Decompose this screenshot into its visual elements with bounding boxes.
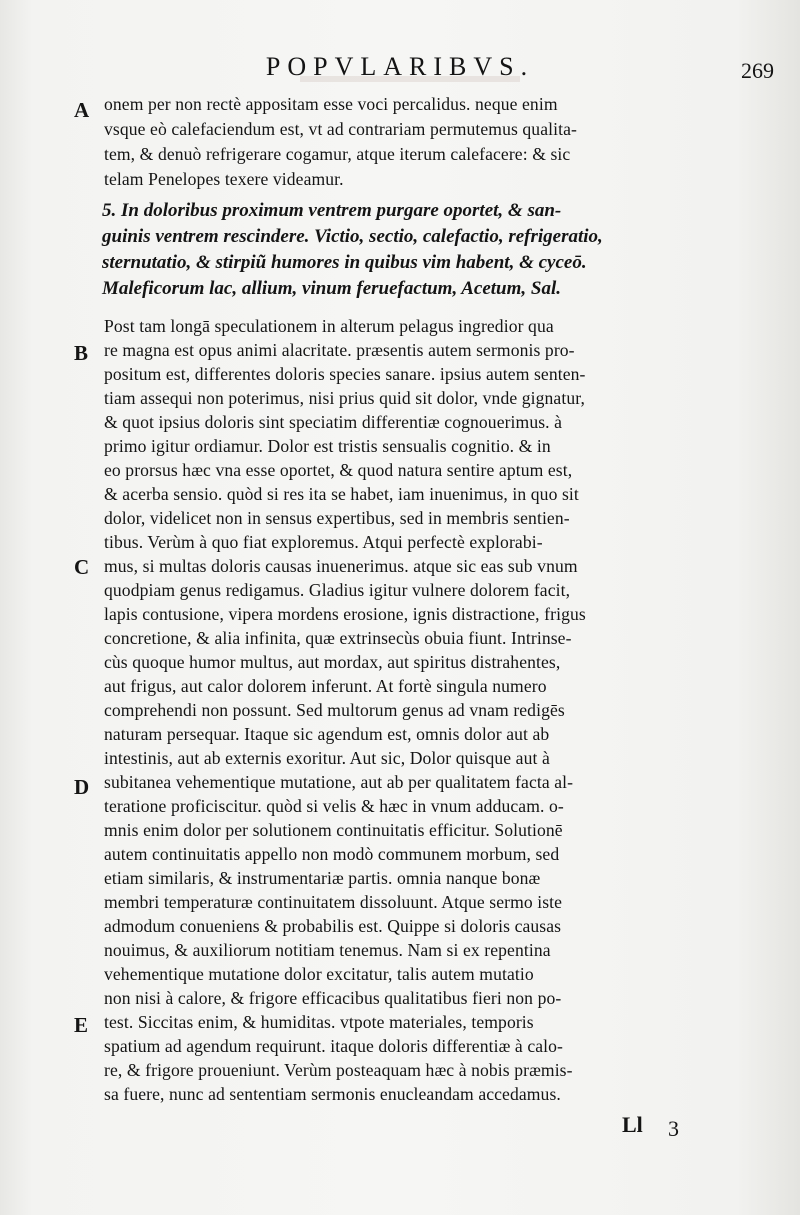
margin-marker-e: E	[74, 1013, 89, 1037]
text-line: & quot ipsius doloris sint speciatim differentiæ cognouerimus. à	[104, 412, 563, 432]
text-line: & acerba sensio. quòd si res ita se habet, iam inuenimus, in quo sit	[104, 484, 579, 504]
text-line: mnis enim dolor per solutionem continuitatis efficitur. Solutionē	[104, 820, 563, 840]
text-line: onem per non rectè appositam esse voci percalidus. neque enim	[104, 94, 558, 114]
text-line: nouimus, & auxiliorum notitiam tenemus. Nam si ex repentina	[104, 940, 551, 960]
signature-number: 3	[668, 1116, 679, 1141]
text-line: non nisi à calore, & frigore efficacibus qualitatibus fieri non po-	[104, 988, 562, 1008]
margin-marker-c: C	[74, 555, 90, 579]
text-line: aut frigus, aut calor dolorem inferunt. At fortè singula numero	[104, 676, 547, 696]
text-line: subitanea vehementique mutatione, aut ab per qualitatem facta al-	[104, 772, 574, 792]
text-line: comprehendi non possunt. Sed multorum genus ad vnam redigēs	[104, 700, 565, 720]
text-line: test. Siccitas enim, & humiditas. vtpote materiales, temporis	[104, 1012, 534, 1032]
page-number: 269	[741, 58, 774, 83]
aphorism-line: guinis ventrem rescindere. Victio, sectio, calefactio, refrigeratio,	[102, 226, 603, 247]
text-line: primo igitur ordiamur. Dolor est tristis sensualis cognitio. & in	[104, 436, 551, 456]
text-line: Post tam longā speculationem in alterum pelagus ingredior qua	[104, 316, 554, 336]
text-line: teratione proficiscitur. quòd si velis & hæc in vnum adducam. o-	[104, 796, 564, 816]
aphorism-line: Maleficorum lac, allium, vinum feruefactum, Acetum, Sal.	[102, 278, 561, 299]
margin-marker-a: A	[74, 98, 90, 122]
text-line: sa fuere, nunc ad sententiam sermonis enucleandam accedamus.	[104, 1084, 561, 1104]
text-line: etiam similaris, & instrumentariæ partis. omnia nanque bonæ	[104, 868, 541, 888]
text-line: telam Penelopes texere videamur.	[104, 169, 344, 189]
text-line: intestinis, aut ab externis exoritur. Aut sic, Dolor quisque aut à	[104, 748, 550, 768]
text-line: vehementique mutatione dolor excitatur, talis autem mutatio	[104, 964, 534, 984]
text-line: lapis contusione, vipera mordens erosione, ignis distractione, frigus	[104, 604, 586, 624]
text-line: quodpiam genus redigamus. Gladius igitur vulnere dolorem facit,	[104, 580, 571, 600]
text-line: cùs quoque humor multus, aut mordax, aut spiritus distrahentes,	[104, 652, 561, 672]
text-line: dolor, videlicet non in sensus expertibus, sed in membris sentien-	[104, 508, 570, 528]
text-line: positum est, differentes doloris species sanare. ipsius autem senten-	[104, 364, 586, 384]
text-line: re magna est opus animi alacritate. præsentis autem sermonis pro-	[104, 340, 575, 360]
margin-marker-b: B	[74, 341, 89, 365]
text-line: eo prorsus hæc vna esse oportet, & quod natura sentire aptum est,	[104, 460, 573, 480]
text-line: admodum conueniens & probabilis est. Quippe si doloris causas	[104, 916, 562, 936]
text-line: tibus. Verùm à quo fiat exploremus. Atqui perfectè explorabi-	[104, 532, 543, 552]
text-line: mus, si multas doloris causas inuenerimus. atque sic eas sub vnum	[104, 556, 578, 576]
text-line: naturam persequar. Itaque sic agendum est, omnis dolor aut ab	[104, 724, 550, 744]
text-line: concretione, & alia infinita, quæ extrinsecùs obuia fiunt. Intrinse-	[104, 628, 572, 648]
text-line: autem continuitatis appello non modò communem morbum, sed	[104, 844, 560, 864]
text-line: re, & frigore proueniunt. Verùm posteaquam hæc à nobis præmis-	[104, 1060, 573, 1080]
running-header: POPVLARIBVS.	[265, 52, 535, 81]
text-line: vsque eò calefaciendum est, vt ad contrariam permutemus qualita-	[104, 119, 577, 139]
aphorism-line: sternutatio, & stirpiũ humores in quibus vim habent, & cyceō.	[102, 252, 587, 273]
text-line: membri temperaturæ continuitatem dissoluunt. Atque sermo iste	[104, 892, 563, 912]
signature-mark: Ll	[622, 1112, 643, 1137]
aphorism-line: 5. In doloribus proximum ventrem purgare oportet, & san-	[102, 200, 562, 221]
text-line: tiam assequi non poterimus, nisi prius quid sit dolor, vnde gignatur,	[104, 388, 585, 408]
text-line: tem, & denuò refrigerare cogamur, atque iterum calefacere: & sic	[104, 144, 571, 164]
margin-marker-d: D	[74, 775, 90, 799]
text-line: spatium ad agendum requirunt. itaque doloris differentiæ à calo-	[104, 1036, 563, 1056]
